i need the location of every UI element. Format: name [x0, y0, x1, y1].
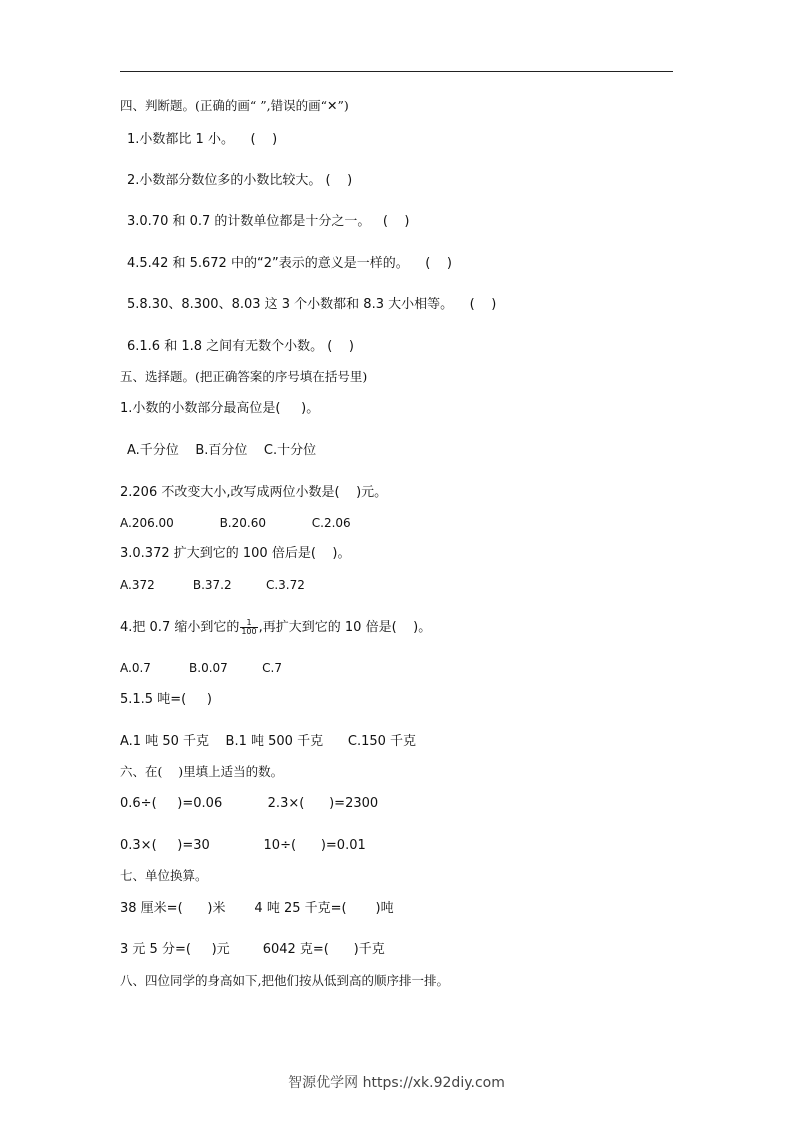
fill-row-1: 0.6÷( )=0.06 2.3×( )=2300	[120, 796, 379, 811]
choice-q4-post: ,再扩大到它的 10 倍是( )。	[258, 620, 432, 635]
choice-q2: 2.206 不改变大小,改写成两位小数是( )元。	[120, 485, 388, 500]
section-judge-title: 四、判断题。(正确的画“ ”,错误的画“✕”)	[120, 98, 349, 113]
fraction-one-hundredth	[240, 619, 257, 636]
judge-item-1: 1.小数都比 1 小。 ( )	[127, 132, 278, 147]
fraction-denominator: 100	[241, 627, 257, 636]
choice-q4-pre: 4.把 0.7 缩小到它的	[120, 620, 240, 635]
choice-q3-options: A.372 B.37.2 C.3.72	[120, 578, 305, 592]
section-height-title: 八、四位同学的身高如下,把他们按从低到高的顺序排一排。	[120, 973, 449, 988]
choice-q5-options: A.1 吨 50 千克 B.1 吨 500 千克 C.150 千克	[120, 734, 417, 749]
judge-item-5: 5.8.30、8.300、8.03 这 3 个小数都和 8.3 大小相等。 ( )	[127, 297, 497, 312]
judge-item-6: 6.1.6 和 1.8 之间有无数个小数。 ( )	[127, 339, 354, 354]
choice-q5: 5.1.5 吨=( )	[120, 692, 212, 707]
choice-q4	[120, 619, 431, 636]
choice-q2-options: A.206.00 B.20.60 C.2.06	[120, 516, 351, 530]
choice-q3: 3.0.372 扩大到它的 100 倍后是( )。	[120, 546, 351, 561]
section-choice-title: 五、选择题。(把正确答案的序号填在括号里)	[120, 369, 368, 384]
footer-watermark: 智源优学网 https://xk.92diy.com	[288, 1075, 505, 1091]
choice-q4-options: A.0.7 B.0.07 C.7	[120, 661, 282, 675]
fraction-numerator: 1	[240, 619, 257, 628]
fill-row-2: 0.3×( )=30 10÷( )=0.01	[120, 838, 366, 853]
choice-q1-options: A.千分位 B.百分位 C.十分位	[127, 443, 317, 458]
choice-q1: 1.小数的小数部分最高位是( )。	[120, 401, 320, 416]
convert-row-2: 3 元 5 分=( )元 6042 克=( )千克	[120, 942, 385, 957]
section-fill-title: 六、在( )里填上适当的数。	[120, 764, 284, 779]
judge-item-2: 2.小数部分数位多的小数比较大。 ( )	[127, 173, 353, 188]
judge-item-3: 3.0.70 和 0.7 的计数单位都是十分之一。 ( )	[127, 214, 410, 229]
section-convert-title: 七、单位换算。	[120, 868, 208, 883]
convert-row-1: 38 厘米=( )米 4 吨 25 千克=( )吨	[120, 901, 394, 916]
judge-item-4: 4.5.42 和 5.672 中的“2”表示的意义是一样的。 ( )	[127, 256, 452, 271]
header-rule	[120, 71, 673, 72]
